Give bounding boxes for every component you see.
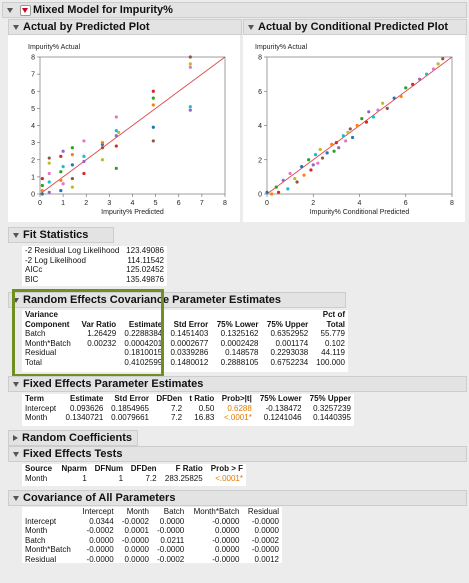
data-point [82, 155, 85, 158]
data-point [326, 151, 329, 154]
data-point [309, 168, 312, 171]
cell-value: 55.779 [320, 329, 345, 338]
x-tick-label: 7 [199, 200, 204, 207]
cell-value: 1.26429 [87, 329, 117, 338]
cell-value: <.0001* [215, 473, 243, 483]
table-row [22, 265, 167, 275]
data-point [321, 156, 324, 159]
data-point [59, 179, 62, 182]
col-header: t Ratio [189, 394, 215, 403]
cell-value: 0.1325162 [220, 329, 259, 338]
data-point [270, 192, 273, 195]
col-header: Estimate [69, 394, 104, 403]
cell-value: -0.138472 [265, 403, 302, 413]
y-tick-label: 4 [31, 123, 35, 130]
data-point [356, 124, 359, 127]
data-point [393, 97, 396, 100]
stat-label: AICc [25, 265, 43, 274]
row-label: Residual [25, 554, 57, 564]
cell-value: 0.0000 [214, 526, 240, 535]
cell-value: 283.25825 [164, 473, 203, 483]
x-tick-label: 6 [176, 200, 181, 207]
y-tick-label: 0 [31, 191, 35, 199]
random-effects-header[interactable] [8, 292, 346, 308]
data-point [48, 180, 51, 183]
data-point [82, 160, 85, 163]
data-point [59, 155, 62, 158]
cell-value: 16.83 [194, 413, 215, 422]
cell-value: 0.0000 [124, 554, 149, 564]
data-point [400, 95, 403, 98]
x-tick-label: 8 [223, 200, 227, 207]
disclosure-right-icon[interactable] [13, 435, 18, 441]
random-coefficients-title: Random Coefficients [22, 432, 133, 444]
cell-value: 0.6352952 [270, 329, 309, 338]
table-row [22, 545, 282, 555]
data-point [300, 165, 303, 168]
row-label: Residual [25, 348, 57, 357]
x-tick-label: 8 [450, 200, 454, 207]
row-label: Month*Batch [25, 338, 71, 348]
cell-value: 0.0004201 [124, 338, 163, 348]
data-point [152, 126, 155, 129]
cell-value: 100.000 [316, 357, 345, 367]
table-row [22, 555, 282, 565]
data-point [351, 136, 354, 139]
data-point [342, 134, 345, 137]
actual-by-predicted-chart[interactable] [8, 35, 240, 222]
cell-value: 0.0001 [124, 526, 149, 535]
table-row [22, 413, 354, 423]
cell-value: 0.1854965 [111, 403, 149, 413]
col-header: Term [25, 394, 44, 403]
cell-value: 0.1340721 [65, 413, 104, 422]
data-point [189, 66, 192, 69]
stat-value: 114.11542 [127, 255, 164, 265]
cell-value: 0.102 [324, 338, 345, 348]
cell-value: 0.0012 [254, 554, 279, 564]
col-header: Pct of Total [322, 310, 345, 329]
cell-value: 0.3257239 [313, 403, 351, 413]
data-point [71, 153, 74, 156]
data-point [425, 73, 428, 76]
y-tick-label: 1 [31, 174, 35, 182]
col-header [22, 507, 77, 517]
col-header: 75% Lower [216, 319, 259, 329]
col-header: Variance Component [25, 310, 70, 329]
fixed-effects-tests-title: Fixed Effects Tests [23, 448, 123, 460]
data-point [82, 172, 85, 175]
table-row [22, 358, 348, 368]
cell-value: 0.00232 [87, 338, 117, 348]
cell-value: -0.0000 [212, 554, 240, 564]
table-header-row [22, 464, 246, 474]
disclosure-down-icon[interactable] [248, 25, 254, 30]
data-point [289, 172, 292, 175]
stat-label: -2 Log Likelihood [25, 255, 86, 265]
col-header: DFNum [94, 464, 124, 473]
data-point [316, 162, 319, 165]
row-label: Month [25, 413, 48, 422]
col-header: Prob>|t| [221, 394, 252, 403]
data-point [295, 180, 298, 183]
plot2-panel [243, 35, 465, 222]
row-label: Intercept [25, 403, 57, 413]
table-row [22, 404, 354, 414]
data-point [277, 191, 280, 194]
data-point [101, 146, 104, 149]
y-tick-label: 6 [31, 88, 35, 96]
y-axis-label: Impurity% Actual [255, 44, 308, 51]
cell-value: 0.001174 [275, 338, 309, 348]
cell-value: 7.2 [145, 473, 157, 483]
cell-value: 44.119 [321, 348, 345, 357]
cell-value: 0.4102599 [124, 357, 163, 367]
cell-value: 0.0000 [254, 526, 279, 535]
fit-statistics-table [22, 246, 167, 286]
data-point [115, 144, 118, 147]
data-point [82, 139, 85, 142]
stat-label: BIC [25, 274, 39, 284]
col-header: Prob > F [210, 464, 243, 473]
plot1-title: Actual by Predicted Plot [23, 21, 150, 33]
x-tick-label: 5 [153, 200, 158, 207]
stat-label: -2 Residual Log Likelihood [25, 246, 120, 255]
data-point [337, 146, 340, 149]
cell-value: 0.0000 [214, 545, 240, 554]
y-tick-label: 2 [31, 157, 35, 165]
cell-value: -0.0002 [86, 526, 114, 535]
y-tick-label: 6 [258, 88, 262, 96]
y-axis-label: Impurity% Actual [28, 44, 81, 51]
col-header: Nparm [61, 464, 87, 473]
data-point [319, 148, 322, 151]
cell-value: 0.0079661 [111, 413, 149, 422]
cell-value: 0.1241046 [263, 413, 302, 422]
report-title: Mixed Model for Impurity% [33, 4, 173, 16]
data-point [41, 177, 44, 180]
data-point [152, 139, 155, 142]
col-header: 75% Lower [259, 394, 302, 403]
covariance-table [22, 507, 282, 563]
data-point [437, 62, 440, 65]
data-point [307, 158, 310, 161]
cell-value: 0.093626 [69, 403, 104, 413]
x-tick-label: 1 [61, 200, 66, 207]
stat-value: 125.02452 [126, 265, 164, 274]
cell-value: 0.1480012 [170, 357, 209, 367]
cell-value: 0.0344 [89, 516, 114, 526]
row-label: Intercept [25, 516, 57, 526]
data-point [117, 131, 120, 134]
data-point [344, 139, 347, 142]
col-header: Std Error [173, 319, 209, 329]
cell-value: 0.0000 [159, 516, 185, 526]
col-header: Std Error [114, 394, 149, 403]
data-point [189, 62, 192, 65]
table-row [22, 517, 282, 527]
data-point [71, 177, 74, 180]
x-tick-label: 4 [357, 200, 362, 207]
cell-value: -0.0000 [157, 545, 185, 554]
data-point [71, 186, 74, 189]
cell-value: 0.1440395 [313, 413, 351, 422]
data-point [346, 131, 349, 134]
cell-value: 0.0211 [160, 535, 185, 545]
table-row [22, 329, 348, 339]
col-header: Residual [247, 507, 279, 516]
cell-value: 1 [82, 473, 87, 483]
data-point [441, 57, 444, 60]
cell-value: 0.0339286 [170, 348, 209, 357]
data-point [282, 179, 285, 182]
cell-value: 0.0002677 [170, 338, 209, 348]
col-header: Var Ratio [81, 319, 117, 329]
data-point [381, 102, 384, 105]
plot1-header[interactable] [8, 19, 242, 35]
table-row [22, 275, 167, 285]
col-header: F Ratio [175, 464, 203, 473]
fixed-effects-parameter-title: Fixed Effects Parameter Estimates [23, 378, 204, 390]
fit-statistics-header[interactable] [8, 227, 114, 243]
data-point [152, 103, 155, 106]
cell-value: 0.6288 [227, 403, 252, 413]
disclosure-down-icon[interactable] [13, 233, 19, 238]
data-point [48, 156, 51, 159]
x-tick-label: 2 [84, 200, 89, 207]
col-header: 75% Upper [266, 319, 309, 329]
data-point [432, 67, 435, 70]
cell-value: 0.6752234 [270, 357, 309, 367]
covariance-title: Covariance of All Parameters [23, 492, 176, 504]
disclosure-down-icon[interactable] [13, 452, 19, 457]
data-point [62, 182, 65, 185]
col-header: Batch [163, 507, 185, 516]
x-tick-label: 0 [265, 200, 269, 207]
table-row [22, 526, 282, 536]
table-header-row [22, 310, 348, 329]
data-point [275, 186, 278, 189]
data-point [101, 158, 104, 161]
cell-value: -0.0000 [212, 516, 240, 526]
data-point [330, 143, 333, 146]
x-tick-label: 2 [311, 200, 316, 207]
col-header: 75% Upper [309, 394, 351, 403]
table-row [22, 536, 282, 546]
cell-value: -0.0002 [251, 535, 279, 545]
table-row [22, 256, 167, 266]
data-point [48, 191, 51, 194]
plot2-title: Actual by Conditional Predicted Plot [258, 21, 449, 33]
cell-value: 0.2288384 [124, 329, 163, 338]
data-point [360, 117, 363, 120]
stat-value: 135.49876 [126, 274, 164, 284]
cell-value: 1 [118, 473, 124, 483]
table-row [22, 348, 348, 358]
data-point [189, 108, 192, 111]
cell-value [76, 348, 119, 358]
x-tick-label: 6 [403, 200, 408, 207]
data-point [62, 150, 65, 153]
data-point [189, 55, 192, 58]
data-point [293, 177, 296, 180]
cell-value: -0.0002 [121, 516, 149, 526]
cell-value: 7.2 [170, 403, 183, 413]
data-point [62, 165, 65, 168]
col-header: Estimate [128, 319, 163, 329]
data-point [41, 192, 44, 195]
data-point [41, 184, 44, 187]
fixed-effects-tests-header[interactable] [8, 446, 467, 462]
cell-value: 0.50 [198, 403, 215, 413]
x-tick-label: 0 [38, 200, 42, 207]
disclosure-down-icon[interactable] [13, 298, 19, 303]
x-axis-label: Impurity% Predicted [101, 209, 164, 216]
cell-value: 0.1810015 [124, 348, 163, 357]
table-row [22, 474, 246, 484]
cell-value: -0.0000 [157, 526, 185, 535]
row-label: Batch [25, 535, 46, 545]
cell-value: 0.148578 [225, 348, 259, 357]
data-point [59, 189, 62, 192]
col-header: Month [126, 507, 149, 516]
data-point [349, 127, 352, 130]
table-header-row [22, 507, 282, 517]
cell-value: <.0001* [224, 413, 252, 422]
covariance-header[interactable] [8, 490, 467, 506]
fixed-effects-parameter-header[interactable] [8, 376, 467, 392]
data-point [386, 107, 389, 110]
cell-value: -0.0002 [157, 554, 185, 564]
data-point [41, 189, 44, 192]
stat-value: 123.49086 [126, 246, 164, 255]
cell-value: -0.0000 [212, 535, 240, 545]
cell-value: 0.2293038 [270, 348, 309, 357]
random-effects-table [22, 310, 348, 372]
random-coefficients-header[interactable] [8, 430, 138, 446]
random-effects-title: Random Effects Covariance Parameter Estimates [23, 294, 281, 306]
cell-value: -0.0000 [251, 516, 279, 526]
data-point [101, 141, 104, 144]
x-tick-label: 4 [130, 200, 135, 207]
y-tick-label: 0 [258, 191, 262, 199]
actual-by-conditional-predicted-chart[interactable] [243, 35, 465, 222]
red-triangle-menu-icon[interactable] [20, 5, 31, 16]
table-row [22, 339, 348, 349]
y-tick-label: 2 [258, 157, 262, 165]
data-point [314, 153, 317, 156]
fixed-effects-parameter-table [22, 394, 354, 426]
table-header-row [22, 394, 354, 404]
disclosure-down-icon[interactable] [13, 25, 19, 30]
data-point [189, 105, 192, 108]
fit-statistics-title: Fit Statistics [23, 229, 89, 241]
y-tick-label: 4 [258, 123, 262, 130]
row-label: Total [25, 357, 42, 367]
cell-value: 0.1451403 [170, 329, 209, 338]
cell-value [76, 358, 119, 368]
data-point [48, 162, 51, 165]
data-point [365, 120, 368, 123]
data-point [71, 146, 74, 149]
data-point [404, 86, 407, 89]
y-tick-label: 5 [31, 105, 35, 113]
cell-value: -0.0000 [86, 545, 114, 554]
fixed-effects-tests-table [22, 464, 246, 486]
cell-value: -0.0000 [121, 535, 149, 545]
row-label: Month*Batch [25, 545, 71, 554]
data-point [367, 110, 370, 113]
data-point [115, 134, 118, 137]
x-axis-label: Impurity% Conditional Predicted [309, 209, 410, 216]
data-point [286, 187, 289, 190]
cell-value: -0.0000 [86, 554, 114, 564]
cell-value: 0.0000 [89, 535, 114, 545]
row-label: Month [25, 473, 48, 483]
col-header: Source [25, 464, 53, 473]
y-tick-label: 8 [258, 54, 262, 62]
data-point [332, 150, 335, 153]
data-point [372, 115, 375, 118]
cell-value: 0.2888105 [220, 357, 259, 367]
disclosure-down-icon[interactable] [13, 496, 19, 501]
cell-value: 0.0002428 [220, 338, 259, 348]
cell-value: 7.2 [170, 413, 183, 422]
cell-value: 0.0000 [124, 545, 149, 554]
y-tick-label: 7 [31, 71, 35, 79]
table-row [22, 246, 167, 256]
data-point [312, 163, 315, 166]
row-label: Batch [25, 329, 46, 338]
col-header: DFDen [130, 464, 157, 473]
data-point [152, 97, 155, 100]
data-point [302, 174, 305, 177]
row-label: Month [25, 526, 48, 535]
data-point [71, 163, 74, 166]
disclosure-down-icon[interactable] [13, 382, 19, 387]
y-tick-label: 8 [31, 54, 35, 62]
data-point [411, 83, 414, 86]
col-header: Month*Batch [193, 507, 240, 516]
cell-value: -0.0000 [251, 545, 279, 554]
data-point [59, 170, 62, 173]
col-header: DFDen [156, 394, 183, 403]
plot1-panel [8, 35, 240, 222]
data-point [265, 191, 268, 194]
data-point [335, 141, 338, 144]
plot2-header[interactable] [243, 19, 467, 35]
col-header: Intercept [82, 507, 114, 516]
data-point [418, 78, 421, 81]
disclosure-down-icon[interactable] [7, 8, 13, 13]
data-point [115, 167, 118, 170]
report-title-bar[interactable] [2, 2, 467, 18]
data-point [48, 172, 51, 175]
data-point [376, 108, 379, 111]
y-tick-label: 3 [31, 140, 35, 148]
x-tick-label: 3 [107, 200, 112, 207]
data-point [152, 90, 155, 93]
data-point [115, 115, 118, 118]
